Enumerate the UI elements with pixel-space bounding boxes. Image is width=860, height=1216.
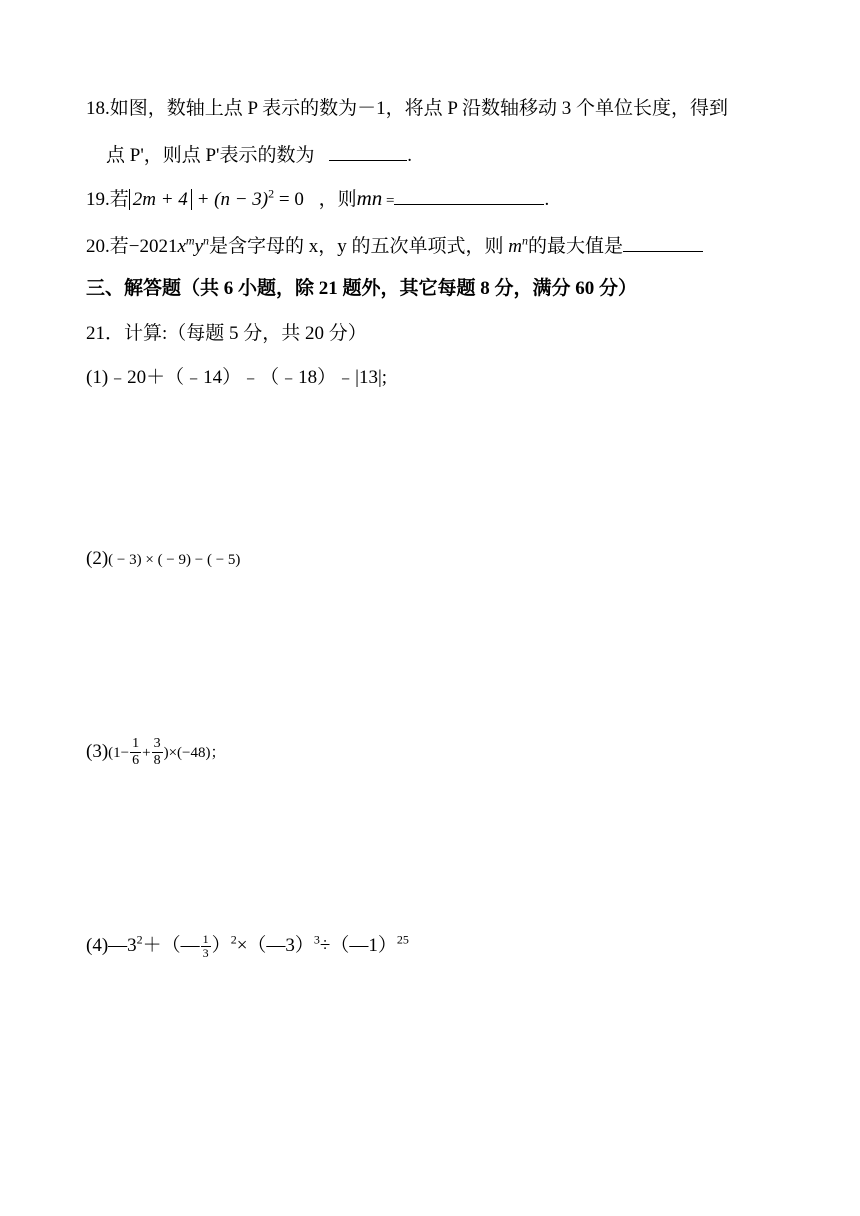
q18-line2: [106, 140, 412, 170]
fraction1-numerator: 1: [132, 736, 140, 751]
q19-prefix: 19.若: [86, 189, 129, 210]
q20-m-exp: m: [185, 233, 195, 248]
q19-line: [86, 184, 549, 215]
fraction2-denominator: 8: [153, 753, 161, 768]
q18-line1: 18.如图，数轴上点 P 表示的数为－1，将点 P 沿数轴移动 3 个单位长度，得到: [86, 98, 728, 119]
q21-part4-exp2: 2: [230, 932, 237, 947]
q20-m2: m: [508, 236, 523, 257]
q21-part3: [86, 736, 226, 769]
q20-end: 的最大值是: [528, 236, 624, 257]
q19-mid: ，则: [318, 189, 357, 210]
q21-part3-post: )×(−48)；: [163, 744, 226, 761]
q19-answer-blank[interactable]: [394, 184, 544, 205]
q18-answer-blank[interactable]: [329, 140, 407, 161]
q21-part4-mid4: ÷（—1）: [319, 935, 397, 956]
q20-answer-blank[interactable]: [623, 231, 703, 252]
q21-part1: (1)﹣20＋（﹣14）﹣（﹣18）﹣|13|;: [86, 367, 388, 388]
section3-title: 三、解答题（共 6 小题，除 21 题外，其它每题 8 分，满分 60 分）: [86, 278, 638, 299]
q21-part3-label: (3): [86, 740, 109, 762]
q20-x: x: [177, 236, 186, 257]
q18-text: 点 P'，则点 P'表示的数为: [106, 145, 315, 166]
q19-mn: mn: [356, 186, 383, 210]
fraction-numerator: 1: [202, 932, 209, 947]
q19-exponent: 2: [268, 186, 275, 201]
q21-part4-exp4: 25: [396, 932, 409, 947]
fraction1-denominator: 6: [132, 753, 140, 768]
q19-eq2: =: [382, 193, 395, 209]
q21-part4: [86, 932, 409, 960]
q20-y: y: [194, 236, 204, 257]
q21-part2-expr: ( − 3) × ( − 9) − ( − 5): [108, 552, 241, 568]
q19-abs-expr: 2m + 4: [129, 189, 192, 210]
q18-period: .: [407, 145, 412, 166]
q21-part4-fraction: [201, 933, 211, 960]
q21-part4-mid1: ＋（—: [142, 935, 200, 956]
q20-line: [86, 231, 703, 261]
q21-part3-fraction2: [152, 736, 163, 769]
q21-part4-pre: (4)—3: [86, 935, 137, 956]
q19-plus-expr: + (n − 3): [191, 189, 269, 210]
q21-part4-exp3: 3: [313, 932, 320, 947]
fraction2-numerator: 3: [153, 736, 161, 751]
q21-part3-plus: +: [142, 744, 151, 761]
q20-n2-exp: n: [522, 233, 529, 248]
q21-part4-exp1: 2: [136, 932, 143, 947]
q20-prefix: 20.若−2021: [86, 236, 178, 257]
fraction-denominator: 3: [202, 946, 209, 961]
q21-part2: [86, 545, 240, 574]
q21-part4-mid2: ）: [211, 935, 231, 956]
q19-period: .: [544, 189, 550, 210]
q20-n-exp: n: [203, 233, 210, 248]
q21-part4-mid3: ×（—3）: [236, 935, 314, 956]
q21-part3-pre: (1−: [108, 744, 130, 761]
q21-title: 21．计算:（每题 5 分，共 20 分）: [86, 323, 367, 344]
q19-eq: = 0: [274, 189, 304, 210]
q21-part2-label: (2): [86, 548, 109, 569]
q21-part3-fraction1: [130, 736, 141, 769]
q20-mid: 是含字母的 x，y 的五次单项式，则: [209, 236, 509, 257]
